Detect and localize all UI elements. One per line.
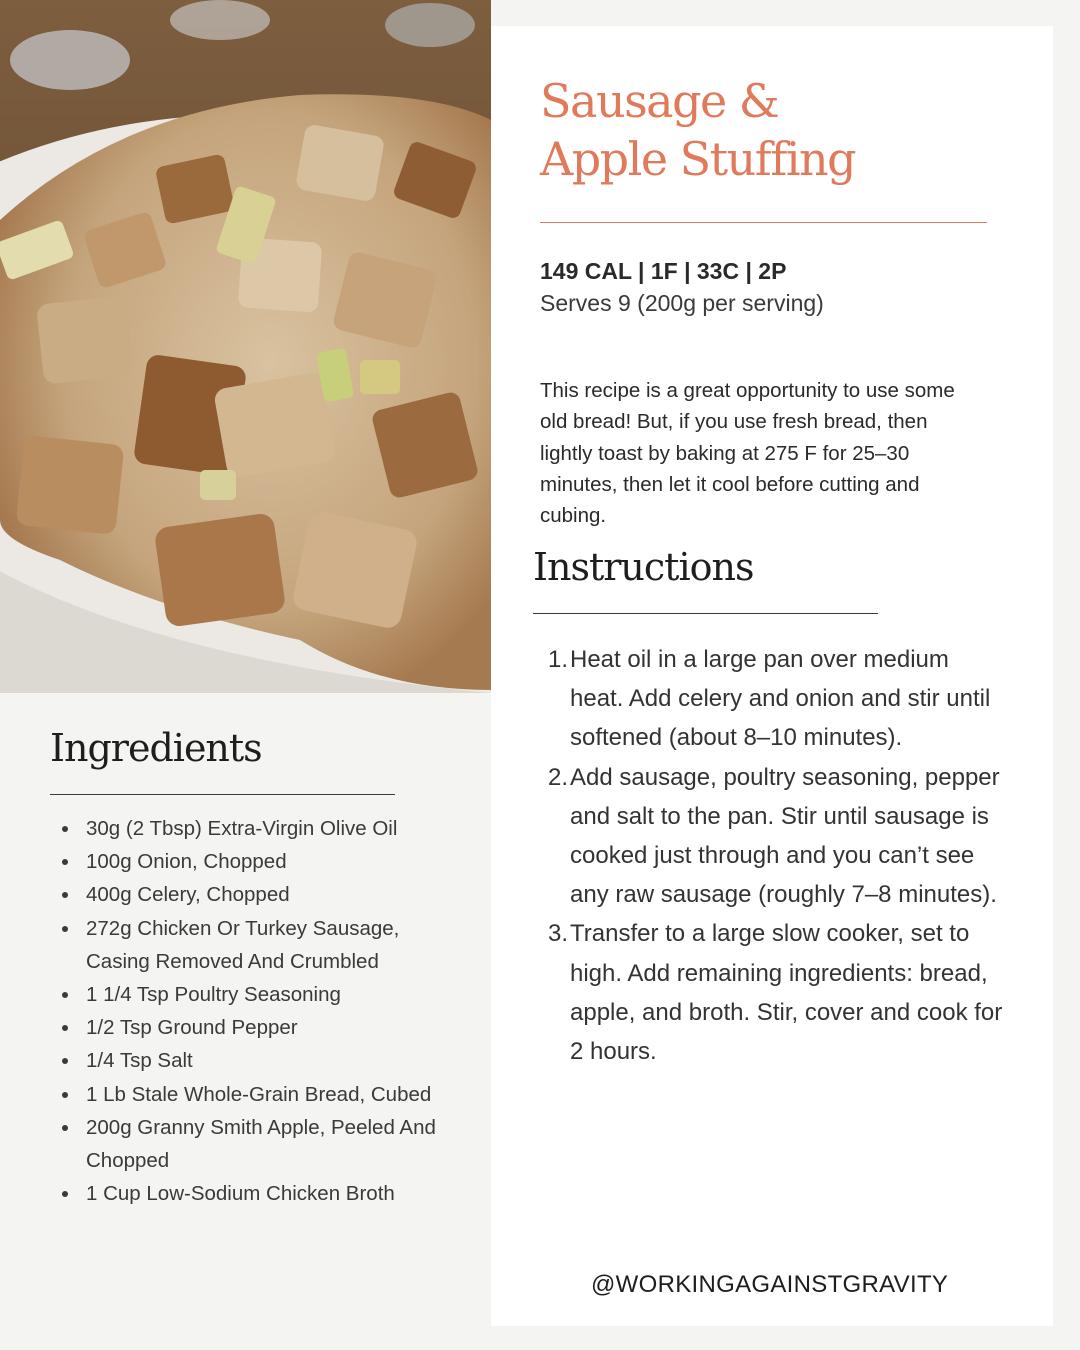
ingredient-item — [50, 845, 460, 878]
step-text: Add sausage, poultry seasoning, pepper and salt to the pan. Stir until sausage is cooked just through and you can’t see any raw sausage (roughly 7–8 minutes). — [570, 763, 1000, 909]
ingredients-divider — [50, 794, 395, 795]
stuffing-photo-illustration — [0, 0, 491, 693]
ingredient-item — [50, 1011, 460, 1044]
ingredient-text: 1/4 Tsp Salt — [86, 1049, 193, 1073]
ingredient-text: 100g Onion, Chopped — [86, 850, 287, 874]
instruction-step — [533, 640, 1003, 758]
ingredient-item — [50, 878, 460, 911]
stuffing-photo — [0, 0, 491, 693]
bullet-icon — [62, 1191, 68, 1197]
ingredient-text: 1 Cup Low-Sodium Chicken Broth — [86, 1182, 395, 1206]
instruction-list — [533, 640, 1003, 1071]
recipe-title — [540, 72, 1000, 188]
bullet-icon — [62, 1125, 68, 1131]
title-divider — [540, 222, 987, 223]
ingredient-text: 272g Chicken Or Turkey Sausage, Casing Removed And Crumbled — [86, 916, 400, 973]
recipe-card — [491, 26, 1053, 1326]
step-number: 3. — [547, 920, 568, 948]
ingredients-section — [50, 722, 460, 1210]
bullet-icon — [62, 926, 68, 932]
ingredient-item — [50, 1044, 460, 1077]
nutrition-macros: 149 CAL | 1F | 33C | 2P — [540, 258, 787, 284]
step-number: 2. — [547, 763, 568, 791]
bullet-icon — [62, 1025, 68, 1031]
recipe-description: This recipe is a great opportunity to use some old bread! But, if you use fresh bread, then lightly toast by baking at 275 F for 25–30 minutes, then let it cool before cutting and cubing. — [540, 379, 955, 528]
step-text: Heat oil in a large pan over medium heat. Add celery and onion and stir until softened (about 8–10 minutes). — [570, 646, 991, 752]
ingredient-item — [50, 978, 460, 1011]
bullet-icon — [62, 826, 68, 832]
instructions-section — [533, 541, 1003, 1071]
ingredient-text: 1 1/4 Tsp Poultry Seasoning — [86, 983, 341, 1007]
ingredient-text: 30g (2 Tbsp) Extra-Virgin Olive Oil — [86, 817, 398, 840]
ingredient-text: 1 Lb Stale Whole-Grain Bread, Cubed — [86, 1082, 432, 1106]
instructions-divider — [533, 613, 878, 614]
instruction-step — [533, 914, 1003, 1071]
instructions-heading: Instructions — [533, 545, 754, 589]
social-handle: @WORKINGAGAINSTGRAVITY — [591, 1271, 949, 1298]
step-number: 1. — [547, 646, 568, 673]
bullet-icon — [62, 859, 68, 865]
bullet-icon — [62, 1058, 68, 1064]
ingredient-item — [50, 1078, 460, 1111]
recipe-title-line1: Sausage & — [540, 74, 779, 128]
ingredients-heading: Ingredients — [50, 726, 262, 770]
ingredient-item — [50, 1177, 460, 1210]
ingredient-list — [50, 812, 460, 1210]
bullet-icon — [62, 1092, 68, 1098]
ingredient-text: 200g Granny Smith Apple, Peeled And Chopped — [86, 1115, 436, 1173]
instruction-step — [533, 758, 1003, 915]
recipe-title-line2: Apple Stuffing — [540, 132, 856, 186]
servings-info: Serves 9 (200g per serving) — [540, 290, 824, 316]
step-text: Transfer to a large slow cooker, set to high. Add remaining ingredients: bread, apple, and broth. Stir, cover and cook for 2 hours. — [570, 920, 1003, 1066]
ingredient-item — [50, 912, 460, 978]
ingredient-item — [50, 1111, 460, 1177]
ingredient-item — [50, 812, 460, 845]
ingredient-text: 400g Celery, Chopped — [86, 883, 290, 907]
bullet-icon — [62, 892, 68, 898]
bullet-icon — [62, 992, 68, 998]
ingredient-text: 1/2 Tsp Ground Pepper — [86, 1016, 298, 1040]
